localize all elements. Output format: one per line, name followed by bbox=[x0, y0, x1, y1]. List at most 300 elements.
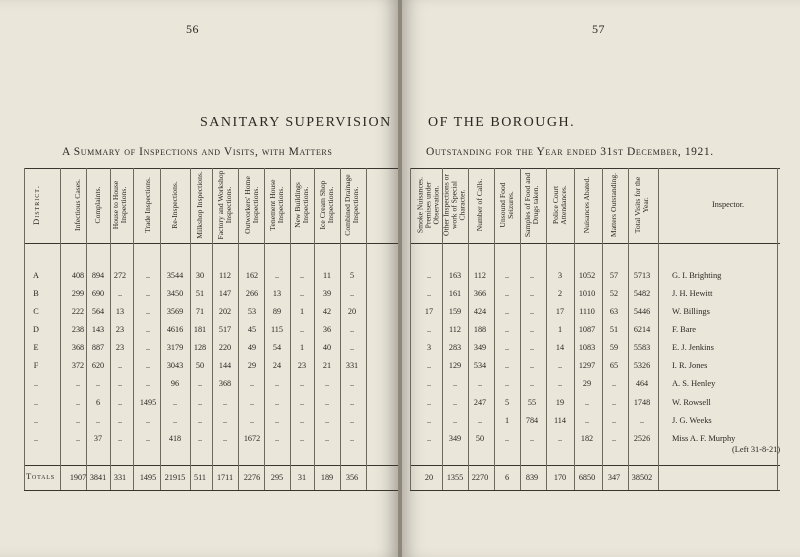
table-cell: 3569 bbox=[166, 307, 184, 316]
table-cell: C bbox=[33, 307, 39, 316]
table-cell: 3 bbox=[557, 271, 563, 280]
table-cell: .. bbox=[504, 271, 510, 280]
column-header-label: Factory and Workshop Inspections. bbox=[215, 170, 233, 240]
table-row bbox=[402, 288, 800, 300]
table-row bbox=[402, 342, 800, 354]
table-cell: 5326 bbox=[633, 361, 651, 370]
table-cell: 1 bbox=[504, 416, 510, 425]
table-cell: .. bbox=[274, 379, 280, 388]
table-cell: 50 bbox=[475, 434, 485, 443]
total-cell: 20 bbox=[424, 473, 434, 482]
table-cell: .. bbox=[299, 379, 305, 388]
table-cell: 21 bbox=[322, 361, 332, 370]
table-cell: .. bbox=[557, 379, 563, 388]
total-cell: 6850 bbox=[578, 473, 596, 482]
table-cell: .. bbox=[426, 325, 432, 334]
table-cell: .. bbox=[349, 416, 355, 425]
table-cell: 220 bbox=[218, 343, 232, 352]
total-cell: 839 bbox=[525, 473, 539, 482]
table-cell: .. bbox=[557, 434, 563, 443]
table-cell: .. bbox=[197, 434, 203, 443]
table-cell: .. bbox=[452, 416, 458, 425]
table-cell: 39 bbox=[322, 289, 332, 298]
table-cell: J. G. Weeks bbox=[672, 416, 712, 425]
totals-label: Totals bbox=[26, 471, 55, 481]
total-cell: 38502 bbox=[631, 473, 653, 482]
table-cell: .. bbox=[145, 271, 151, 280]
table-bottom-rule bbox=[24, 490, 398, 491]
table-cell: 331 bbox=[345, 361, 359, 370]
table-cell: .. bbox=[426, 271, 432, 280]
table-cell: .. bbox=[426, 361, 432, 370]
table-cell: 59 bbox=[609, 343, 619, 352]
table-cell: .. bbox=[117, 289, 123, 298]
table-cell: 65 bbox=[609, 361, 619, 370]
column-header-label: Nuisances Abated. bbox=[581, 176, 591, 234]
table-cell: 55 bbox=[527, 398, 537, 407]
table-cell: .. bbox=[95, 416, 101, 425]
column-header-label: Milkshop Inspections. bbox=[194, 171, 204, 239]
table-cell: 129 bbox=[448, 361, 462, 370]
table-top-rule bbox=[410, 168, 780, 169]
table-cell: .. bbox=[145, 307, 151, 316]
table-cell: A bbox=[33, 271, 39, 280]
total-cell: 2276 bbox=[243, 473, 261, 482]
page-heading: OF THE BOROUGH. bbox=[428, 115, 576, 130]
table-cell: .. bbox=[274, 271, 280, 280]
totals-top-rule bbox=[410, 465, 780, 466]
table-cell: E. J. Jenkins bbox=[672, 343, 714, 352]
table-cell: .. bbox=[145, 361, 151, 370]
table-cell: 2526 bbox=[633, 434, 651, 443]
table-cell: 3544 bbox=[166, 271, 184, 280]
table-cell: .. bbox=[426, 434, 432, 443]
table-cell: J. H. Hewitt bbox=[672, 289, 713, 298]
table-cell: 366 bbox=[473, 289, 487, 298]
table-cell: .. bbox=[611, 379, 617, 388]
table-cell: .. bbox=[172, 398, 178, 407]
table-cell: .. bbox=[145, 434, 151, 443]
page-number: 56 bbox=[186, 22, 199, 36]
table-cell: .. bbox=[249, 398, 255, 407]
column-header-label: Tenement House Inspections. bbox=[267, 179, 285, 231]
table-cell: 51 bbox=[609, 325, 619, 334]
total-cell: 356 bbox=[345, 473, 359, 482]
column-header-label: Infectious Cases. bbox=[72, 179, 82, 231]
header-bottom-rule bbox=[24, 243, 398, 244]
table-cell: 162 bbox=[245, 271, 259, 280]
table-cell: 1110 bbox=[579, 307, 595, 316]
table-cell: .. bbox=[349, 434, 355, 443]
table-cell: 182 bbox=[580, 434, 594, 443]
table-cell: 299 bbox=[71, 289, 85, 298]
table-cell: .. bbox=[75, 379, 81, 388]
column-header-label: House to House Inspections. bbox=[110, 180, 128, 230]
right-page bbox=[402, 0, 800, 557]
page-heading: SANITARY SUPERVISION bbox=[200, 115, 392, 130]
table-cell: .. bbox=[452, 398, 458, 407]
table-row bbox=[0, 360, 398, 372]
table-bottom-rule bbox=[410, 490, 780, 491]
table-cell: 5482 bbox=[633, 289, 651, 298]
table-cell: .. bbox=[529, 289, 535, 298]
total-cell: 6 bbox=[504, 473, 510, 482]
table-cell: B bbox=[33, 289, 39, 298]
table-cell: .. bbox=[145, 343, 151, 352]
table-cell: 5713 bbox=[633, 271, 651, 280]
table-cell: .. bbox=[197, 416, 203, 425]
table-cell: 3179 bbox=[166, 343, 184, 352]
table-cell: .. bbox=[324, 379, 330, 388]
table-cell: 349 bbox=[448, 434, 462, 443]
table-row bbox=[402, 397, 800, 409]
table-cell: .. bbox=[75, 416, 81, 425]
table-cell: .. bbox=[117, 434, 123, 443]
table-cell: .. bbox=[529, 361, 535, 370]
page-number: 57 bbox=[592, 22, 605, 36]
table-cell: F bbox=[33, 361, 39, 370]
table-cell: 159 bbox=[448, 307, 462, 316]
table-cell: 349 bbox=[473, 343, 487, 352]
table-cell: .. bbox=[504, 325, 510, 334]
table-cell: .. bbox=[477, 416, 483, 425]
table-top-rule bbox=[24, 168, 398, 169]
left-page bbox=[0, 0, 398, 557]
table-cell: .. bbox=[33, 379, 39, 388]
table-cell: 161 bbox=[448, 289, 462, 298]
table-cell: 368 bbox=[218, 379, 232, 388]
table-cell: .. bbox=[299, 271, 305, 280]
totals-top-rule bbox=[24, 465, 398, 466]
table-cell: .. bbox=[584, 398, 590, 407]
table-row bbox=[402, 270, 800, 282]
table-cell: 50 bbox=[195, 361, 205, 370]
table-cell: .. bbox=[477, 379, 483, 388]
column-header-label: Ice Cream Shop Inspections. bbox=[317, 180, 335, 230]
table-cell: .. bbox=[145, 416, 151, 425]
column-header-label: Unsound Food Seizures. bbox=[497, 182, 515, 228]
table-cell: .. bbox=[504, 361, 510, 370]
table-cell: 51 bbox=[195, 289, 205, 298]
table-cell: .. bbox=[145, 325, 151, 334]
table-cell: 5 bbox=[504, 398, 510, 407]
table-cell: .. bbox=[611, 398, 617, 407]
table-cell: .. bbox=[145, 289, 151, 298]
table-cell: .. bbox=[529, 343, 535, 352]
table-cell: 1297 bbox=[578, 361, 596, 370]
table-cell: .. bbox=[33, 398, 39, 407]
table-cell: 894 bbox=[91, 271, 105, 280]
total-cell: 347 bbox=[607, 473, 621, 482]
total-cell: 21915 bbox=[164, 473, 186, 482]
table-cell: .. bbox=[349, 379, 355, 388]
table-cell: 11 bbox=[323, 271, 331, 280]
table-cell: .. bbox=[75, 434, 81, 443]
table-cell: .. bbox=[529, 271, 535, 280]
table-cell: 30 bbox=[195, 271, 205, 280]
table-cell: .. bbox=[349, 289, 355, 298]
table-cell: .. bbox=[504, 343, 510, 352]
column-header-label: Matters Outstanding. bbox=[608, 172, 618, 238]
table-cell: F. Bare bbox=[672, 325, 696, 334]
column-header-label: Other Inspections or work of Special Character. bbox=[441, 174, 468, 236]
table-cell: 424 bbox=[473, 307, 487, 316]
table-cell: 13 bbox=[115, 307, 125, 316]
table-row bbox=[0, 415, 398, 427]
table-cell: 408 bbox=[71, 271, 85, 280]
table-cell: 1495 bbox=[139, 398, 157, 407]
table-cell: .. bbox=[611, 416, 617, 425]
table-cell: 368 bbox=[71, 343, 85, 352]
table-row bbox=[0, 397, 398, 409]
table-cell: 29 bbox=[247, 361, 257, 370]
table-cell: .. bbox=[117, 398, 123, 407]
table-cell: 4616 bbox=[166, 325, 184, 334]
table-cell: 5446 bbox=[633, 307, 651, 316]
table-cell: 418 bbox=[168, 434, 182, 443]
table-cell: 6 bbox=[95, 398, 101, 407]
table-cell: 372 bbox=[71, 361, 85, 370]
table-cell: 13 bbox=[272, 289, 282, 298]
total-cell: 295 bbox=[270, 473, 284, 482]
table-cell: 17 bbox=[555, 307, 565, 316]
total-cell: 331 bbox=[113, 473, 127, 482]
table-cell: .. bbox=[197, 379, 203, 388]
table-row bbox=[0, 342, 398, 354]
table-cell: 1 bbox=[557, 325, 563, 334]
table-cell: .. bbox=[197, 398, 203, 407]
column-header-label: Re-Inspections. bbox=[169, 181, 179, 229]
table-cell: 690 bbox=[91, 289, 105, 298]
table-cell: D bbox=[33, 325, 39, 334]
table-cell: .. bbox=[117, 416, 123, 425]
table-cell: 1010 bbox=[578, 289, 596, 298]
table-cell: .. bbox=[33, 416, 39, 425]
total-cell: 1355 bbox=[446, 473, 464, 482]
table-cell: 266 bbox=[245, 289, 259, 298]
table-cell: .. bbox=[117, 361, 123, 370]
total-cell: 1711 bbox=[216, 473, 234, 482]
column-header-label: Outworkers' Home Inspections. bbox=[242, 176, 260, 234]
table-cell: 71 bbox=[195, 307, 205, 316]
column-header-label: Inspector. bbox=[711, 199, 745, 209]
table-cell: 222 bbox=[71, 307, 85, 316]
table-row bbox=[0, 270, 398, 282]
table-cell: 17 bbox=[424, 307, 434, 316]
table-cell: 23 bbox=[297, 361, 307, 370]
table-cell: 464 bbox=[635, 379, 649, 388]
table-cell: .. bbox=[529, 434, 535, 443]
table-cell: .. bbox=[349, 398, 355, 407]
table-row bbox=[402, 306, 800, 318]
table-row bbox=[0, 433, 398, 445]
table-cell: .. bbox=[299, 434, 305, 443]
table-cell: 3450 bbox=[166, 289, 184, 298]
column-header-label: Number of Calls. bbox=[474, 178, 484, 232]
table-cell: 1087 bbox=[578, 325, 596, 334]
table-cell: .. bbox=[639, 416, 645, 425]
total-cell: 3841 bbox=[89, 473, 107, 482]
column-header-label: Samples of Food and Drugs taken. bbox=[522, 172, 540, 238]
total-cell: 2270 bbox=[471, 473, 489, 482]
table-cell: .. bbox=[222, 434, 228, 443]
table-cell: .. bbox=[299, 289, 305, 298]
table-cell: .. bbox=[33, 434, 39, 443]
table-cell: .. bbox=[504, 379, 510, 388]
table-cell: 57 bbox=[609, 271, 619, 280]
table-row bbox=[402, 433, 800, 454]
total-cell: 1907 bbox=[69, 473, 87, 482]
table-cell: 52 bbox=[609, 289, 619, 298]
table-cell: .. bbox=[426, 398, 432, 407]
table-cell: .. bbox=[249, 379, 255, 388]
table-cell: 24 bbox=[272, 361, 282, 370]
table-cell: I. R. Jones bbox=[672, 361, 708, 370]
table-cell: .. bbox=[324, 434, 330, 443]
table-cell: 3 bbox=[426, 343, 432, 352]
total-cell: 1495 bbox=[139, 473, 157, 482]
table-cell: 114 bbox=[554, 416, 566, 425]
table-cell: .. bbox=[426, 379, 432, 388]
table-cell: G. I. Brighting bbox=[672, 271, 722, 280]
table-cell: .. bbox=[529, 307, 535, 316]
table-cell: 49 bbox=[247, 343, 257, 352]
table-cell: .. bbox=[504, 289, 510, 298]
page-subheading: Outstanding for the Year ended 31st December, 1921. bbox=[426, 146, 714, 158]
table-cell: 45 bbox=[247, 325, 257, 334]
table-cell: Miss A. F. Murphy (Left 31-8-21) bbox=[672, 434, 781, 454]
table-cell: .. bbox=[145, 379, 151, 388]
column-header-label: Trade Inspections. bbox=[142, 177, 152, 233]
table-cell: .. bbox=[349, 325, 355, 334]
table-cell: 283 bbox=[448, 343, 462, 352]
table-cell: .. bbox=[452, 379, 458, 388]
table-cell: 115 bbox=[271, 325, 283, 334]
table-cell: 143 bbox=[91, 325, 105, 334]
table-cell: .. bbox=[324, 398, 330, 407]
table-cell: 128 bbox=[193, 343, 207, 352]
table-cell: 272 bbox=[113, 271, 127, 280]
table-row bbox=[402, 378, 800, 390]
header-bottom-rule bbox=[410, 243, 780, 244]
page-subheading: A Summary of Inspections and Visits, with Matters bbox=[62, 146, 333, 158]
table-row bbox=[0, 288, 398, 300]
table-cell: .. bbox=[274, 416, 280, 425]
table-row bbox=[0, 324, 398, 336]
table-cell: 54 bbox=[272, 343, 282, 352]
column-header-label: Combined Drainage Inspections. bbox=[342, 174, 360, 236]
table-cell: .. bbox=[222, 398, 228, 407]
table-cell: 1672 bbox=[243, 434, 261, 443]
table-cell: 29 bbox=[582, 379, 592, 388]
table-cell: 887 bbox=[91, 343, 105, 352]
table-cell: .. bbox=[529, 379, 535, 388]
table-cell: 517 bbox=[218, 325, 232, 334]
table-cell: .. bbox=[529, 325, 535, 334]
table-cell: 534 bbox=[473, 361, 487, 370]
table-cell: 89 bbox=[272, 307, 282, 316]
table-cell: .. bbox=[611, 434, 617, 443]
table-cell: 23 bbox=[115, 343, 125, 352]
table-cell: .. bbox=[426, 289, 432, 298]
table-cell: 53 bbox=[247, 307, 257, 316]
table-cell: 14 bbox=[555, 343, 565, 352]
column-header-label: Complaints. bbox=[92, 186, 102, 224]
column-header-label: District. bbox=[30, 184, 41, 226]
column-header-label: New Buildings Inspections. bbox=[292, 182, 310, 228]
table-cell: 63 bbox=[609, 307, 619, 316]
table-cell: .. bbox=[504, 434, 510, 443]
table-cell: .. bbox=[274, 434, 280, 443]
table-cell: 1 bbox=[299, 307, 305, 316]
table-cell: 42 bbox=[322, 307, 332, 316]
table-cell: .. bbox=[584, 416, 590, 425]
table-cell: 1083 bbox=[578, 343, 596, 352]
table-cell: .. bbox=[299, 398, 305, 407]
table-cell: 5583 bbox=[633, 343, 651, 352]
table-cell: 112 bbox=[219, 271, 231, 280]
table-cell: 112 bbox=[449, 325, 461, 334]
table-cell: 564 bbox=[91, 307, 105, 316]
table-cell: .. bbox=[504, 307, 510, 316]
table-cell: .. bbox=[557, 361, 563, 370]
table-cell: .. bbox=[75, 398, 81, 407]
table-row bbox=[402, 324, 800, 336]
table-cell: 181 bbox=[193, 325, 207, 334]
table-cell: .. bbox=[249, 416, 255, 425]
table-cell: .. bbox=[426, 416, 432, 425]
total-cell: 31 bbox=[297, 473, 307, 482]
table-row bbox=[0, 306, 398, 318]
table-cell: 6214 bbox=[633, 325, 651, 334]
table-cell: 1748 bbox=[633, 398, 651, 407]
table-cell: A. S. Henley bbox=[672, 379, 716, 388]
table-cell: 19 bbox=[555, 398, 565, 407]
table-cell: 144 bbox=[218, 361, 232, 370]
table-cell: .. bbox=[117, 379, 123, 388]
table-cell: 112 bbox=[474, 271, 486, 280]
table-cell: 247 bbox=[473, 398, 487, 407]
table-cell: 202 bbox=[218, 307, 232, 316]
table-cell: .. bbox=[172, 416, 178, 425]
total-cell: 170 bbox=[553, 473, 567, 482]
table-cell: 40 bbox=[322, 343, 332, 352]
table-cell: W. Billings bbox=[672, 307, 710, 316]
table-cell: 2 bbox=[557, 289, 563, 298]
table-cell: W. Rowsell bbox=[672, 398, 711, 407]
table-cell: E bbox=[33, 343, 39, 352]
inspector-note: (Left 31-8-21) bbox=[732, 445, 781, 454]
table-cell: 1 bbox=[299, 343, 305, 352]
table-cell: 1052 bbox=[578, 271, 596, 280]
table-cell: 36 bbox=[322, 325, 332, 334]
table-cell: 37 bbox=[93, 434, 103, 443]
column-header-label: Total Visits for the Year. bbox=[632, 176, 650, 234]
table-cell: 163 bbox=[448, 271, 462, 280]
table-cell: 20 bbox=[347, 307, 357, 316]
table-cell: 147 bbox=[218, 289, 232, 298]
table-cell: 784 bbox=[525, 416, 539, 425]
table-cell: .. bbox=[95, 379, 101, 388]
table-row bbox=[402, 415, 800, 427]
table-cell: .. bbox=[349, 343, 355, 352]
table-row bbox=[0, 378, 398, 390]
column-header-label: Smoke Nuisances. Premises under Observation. bbox=[415, 176, 442, 234]
table-cell: .. bbox=[222, 416, 228, 425]
total-cell: 189 bbox=[320, 473, 334, 482]
table-cell: .. bbox=[299, 416, 305, 425]
table-cell: 620 bbox=[91, 361, 105, 370]
